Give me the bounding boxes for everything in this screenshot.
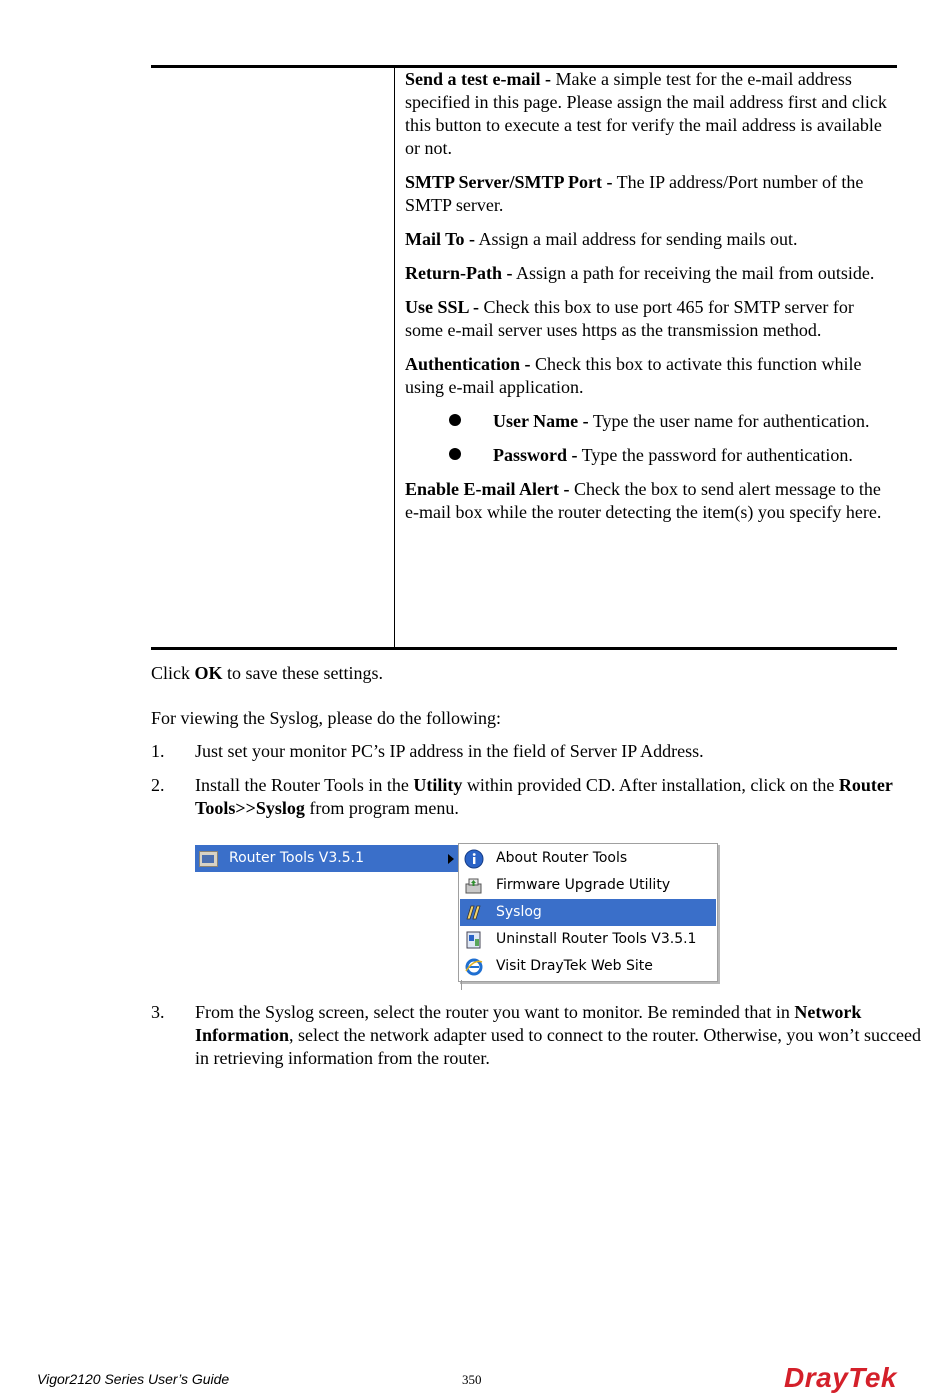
bullet-icon xyxy=(449,448,461,460)
page-number: 350 xyxy=(462,1372,482,1387)
uninstall-icon xyxy=(464,930,484,950)
draytek-logo xyxy=(784,1360,914,1394)
svg-text:DrayTek: DrayTek xyxy=(784,1362,897,1393)
program-folder-icon xyxy=(199,851,218,867)
upgrade-icon xyxy=(464,876,484,896)
ie-icon xyxy=(464,957,484,977)
menu-item-syslog[interactable]: Syslog xyxy=(460,899,716,926)
footer-guide-title: Vigor2120 Series User’s Guide xyxy=(37,1371,230,1387)
step-2: 2. Install the Router Tools in the Utility within provided CD. After installation, click on the Router Tools>>Syslog from program menu. xyxy=(151,775,893,818)
description-cell xyxy=(405,68,890,535)
table-bottom-rule xyxy=(151,647,897,650)
menu-item-uninstall[interactable]: Uninstall Router Tools V3.5.1 xyxy=(460,926,716,953)
bullet-icon xyxy=(449,414,461,426)
authentication-desc: Authentication - Check this box to activate this function while using e-mail application. xyxy=(405,354,862,397)
router-tools-menu-item[interactable]: Router Tools V3.5.1 xyxy=(195,845,460,872)
enable-email-alert-desc: Enable E-mail Alert - Check the box to send alert message to the e-mail box while the router detecting the item(s) you specify here. xyxy=(405,479,882,522)
password-bullet: Password - Type the password for authentication. xyxy=(405,444,890,467)
click-ok-instruction: Click OK to save these settings. xyxy=(151,663,383,683)
step-3: 3. From the Syslog screen, select the router you want to monitor. Be reminded that in Network Information, select the network adapter used to connect to the router. Otherwise, you won’t succeed in retrieving information from the router. xyxy=(151,1002,921,1068)
viewing-intro: For viewing the Syslog, please do the following: xyxy=(151,708,501,728)
syslog-icon xyxy=(464,903,484,923)
menu-item-visit-website[interactable]: Visit DrayTek Web Site xyxy=(460,953,716,980)
smtp-server-desc: SMTP Server/SMTP Port - The IP address/Port number of the SMTP server. xyxy=(405,172,864,215)
step-1: 1. Just set your monitor PC’s IP address in the field of Server IP Address. xyxy=(151,741,704,761)
menu-divider xyxy=(461,980,462,990)
user-name-bullet: User Name - Type the user name for authentication. xyxy=(405,410,890,433)
menu-item-firmware-upgrade[interactable]: Firmware Upgrade Utility xyxy=(460,872,716,899)
table-column-divider xyxy=(394,68,395,647)
mail-to-desc: Mail To - Assign a mail address for sending mails out. xyxy=(405,229,798,249)
info-icon xyxy=(464,849,484,869)
submenu-arrow-icon xyxy=(448,854,454,864)
router-tools-submenu xyxy=(458,843,718,982)
menu-item-about[interactable]: About Router Tools xyxy=(460,845,716,872)
use-ssl-desc: Use SSL - Check this box to use port 465 for SMTP server for some e-mail server uses https as the transmission method. xyxy=(405,297,854,340)
return-path-desc: Return-Path - Assign a path for receiving the mail from outside. xyxy=(405,263,875,283)
send-test-email-desc: Send a test e-mail - Make a simple test for the e-mail address specified in this page. Please assign the mail address first and click this button to execute a test for verify the mail address is available or not. xyxy=(405,69,887,158)
